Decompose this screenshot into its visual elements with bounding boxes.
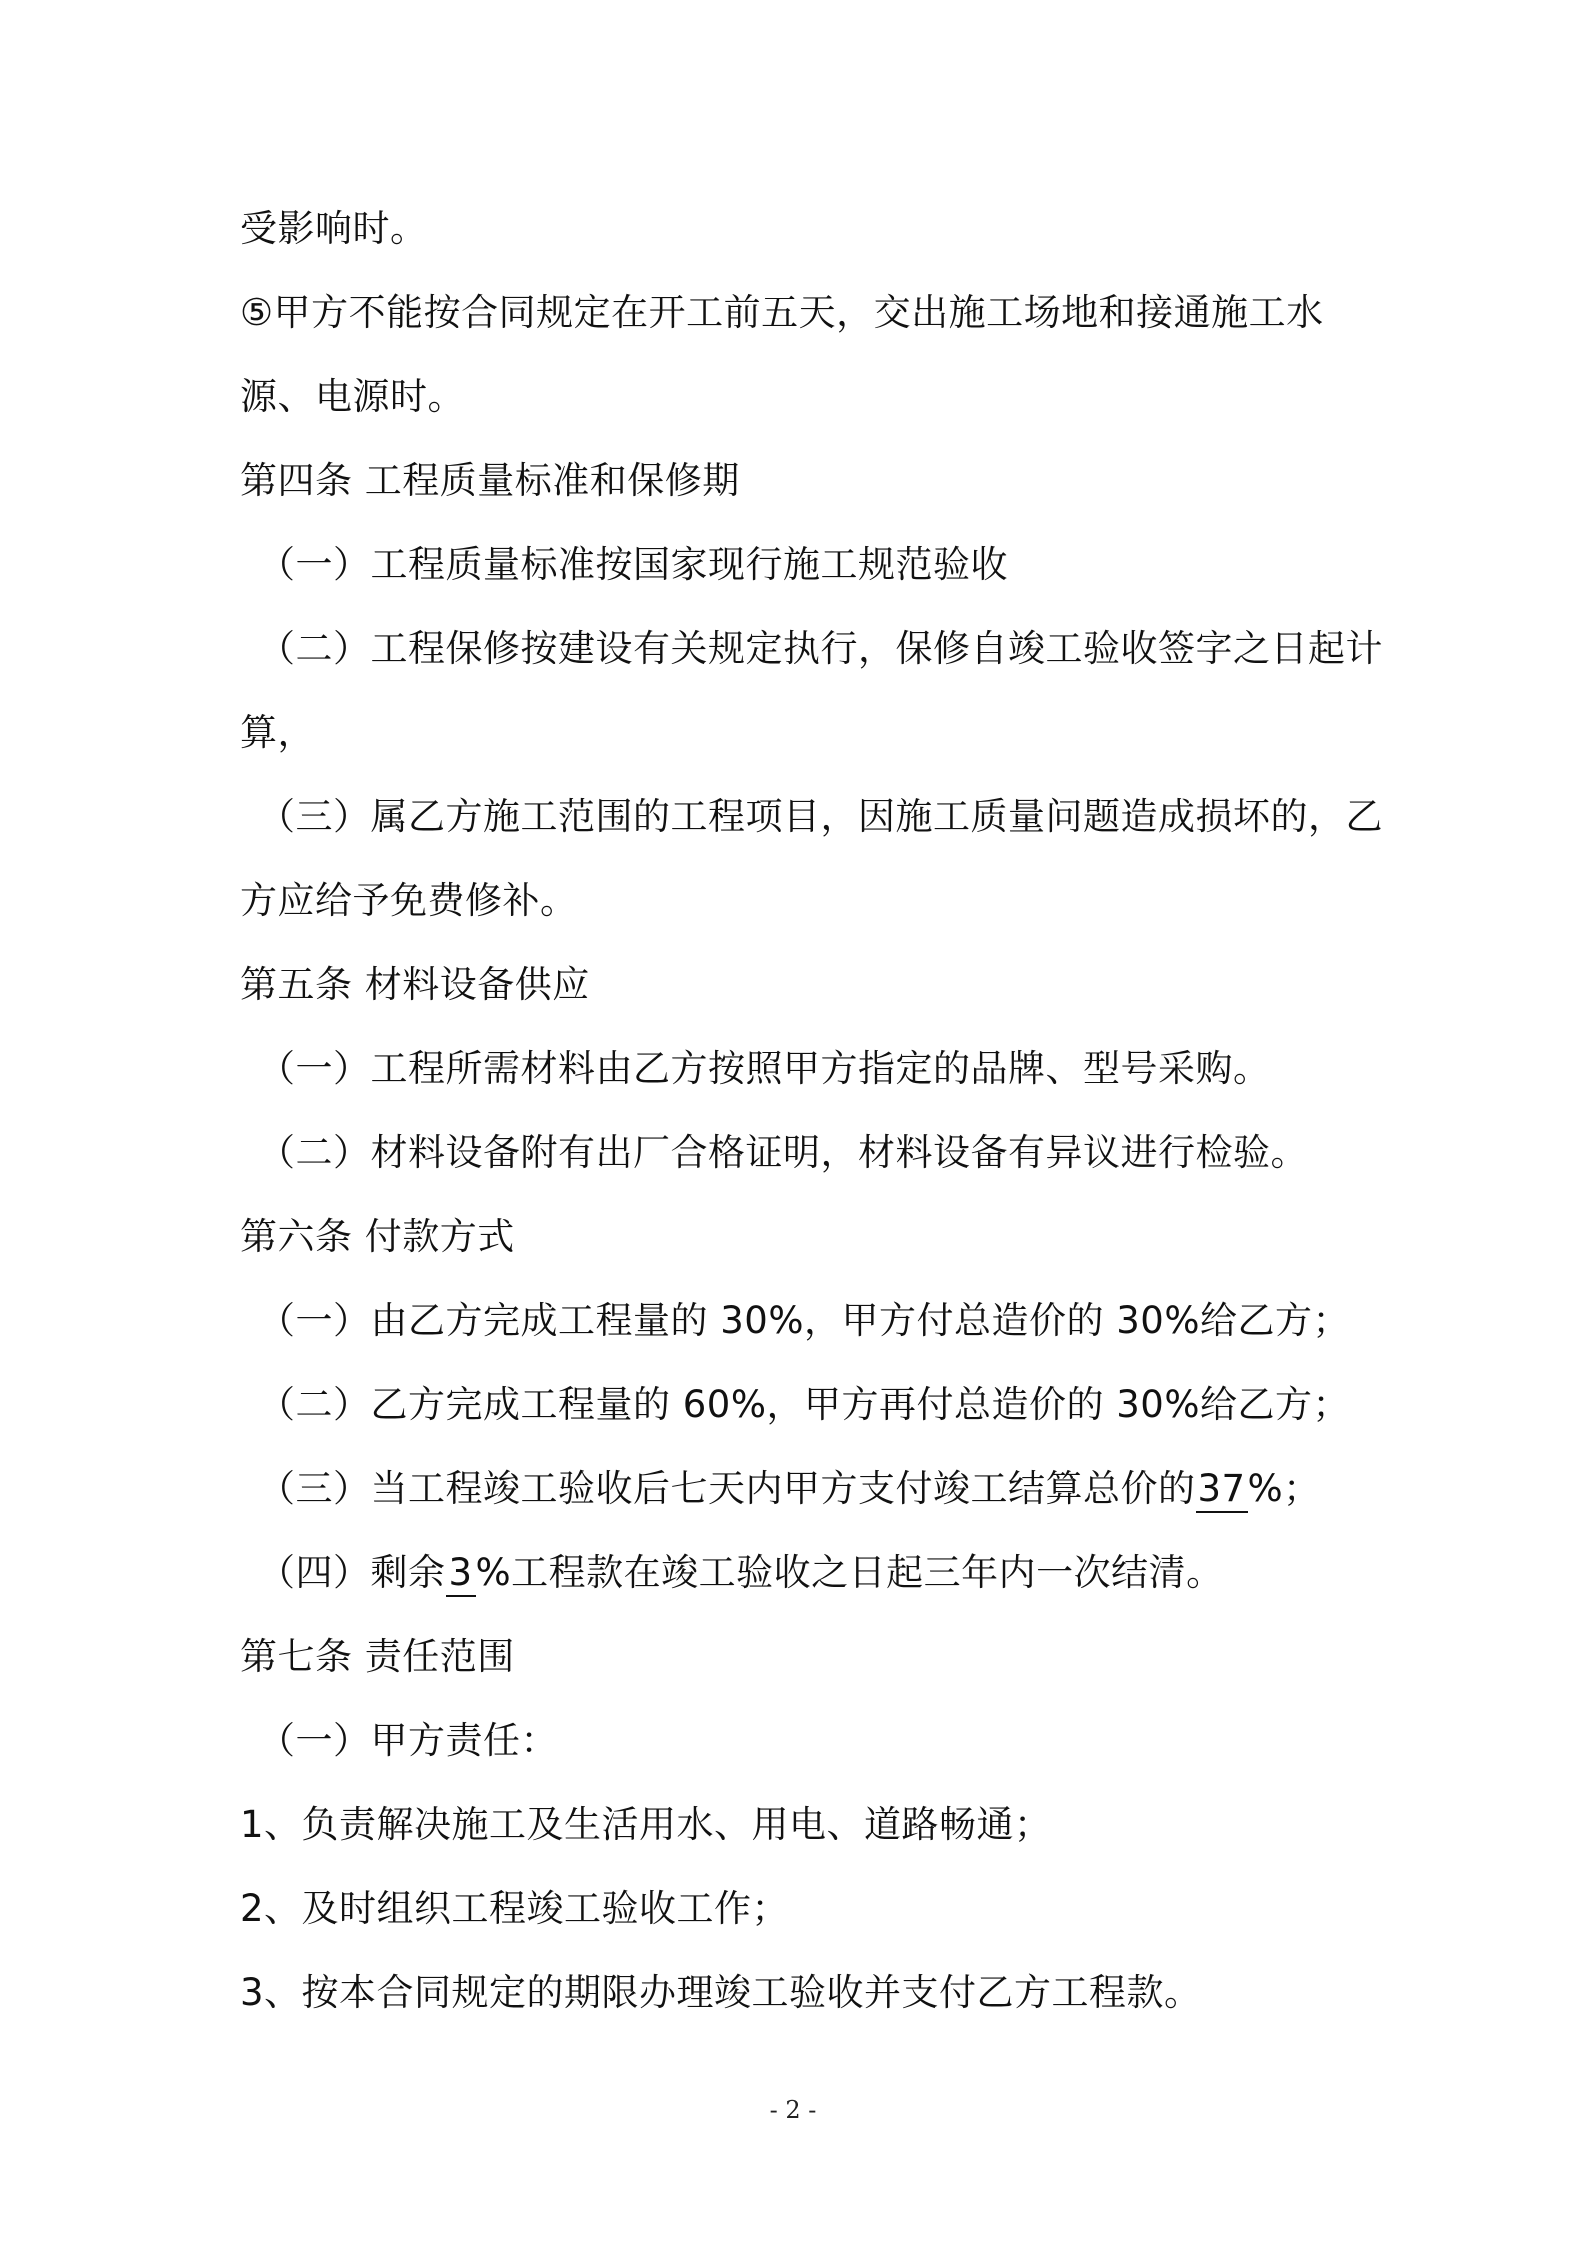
text-line: （一）由乙方完成工程量的 30%，甲方付总造价的 30%给乙方；	[258, 1299, 1350, 1342]
text-line: 受影响时。	[240, 207, 428, 250]
text-line: 算，	[240, 711, 315, 754]
payment-4-suffix: %工程款在竣工验收之日起三年内一次结清。	[475, 1551, 1224, 1594]
payment-3-suffix: %；	[1247, 1467, 1321, 1510]
article-4-heading: 第四条 工程质量标准和保修期	[240, 459, 740, 502]
text-line: 3、按本合同规定的期限办理竣工验收并支付乙方工程款。	[240, 1971, 1202, 2014]
text-line: （二）乙方完成工程量的 60%，甲方再付总造价的 30%给乙方；	[258, 1383, 1350, 1426]
text-line: （一）工程质量标准按国家现行施工规范验收	[258, 543, 1008, 586]
payment-3-text: （三）当工程竣工验收后七天内甲方支付竣工结算总价的	[258, 1467, 1196, 1510]
text-line: （二）工程保修按建设有关规定执行，保修自竣工验收签字之日起计	[258, 627, 1383, 670]
text-line: （一）甲方责任：	[258, 1719, 558, 1762]
text-line: （一）工程所需材料由乙方按照甲方指定的品牌、型号采购。	[258, 1047, 1271, 1090]
payment-4-text: （四）剩余	[258, 1551, 446, 1594]
text-line: （二）材料设备附有出厂合格证明，材料设备有异议进行检验。	[258, 1131, 1308, 1174]
payment-4-percent-field: 3	[446, 1551, 476, 1597]
text-line: 方应给予免费修补。	[240, 879, 578, 922]
text-line: 2、及时组织工程竣工验收工作；	[240, 1887, 790, 1930]
text-line: 1、负责解决施工及生活用水、用电、道路畅通；	[240, 1803, 1052, 1846]
article-7-heading: 第七条 责任范围	[240, 1635, 515, 1678]
payment-line-4	[258, 1548, 1378, 1598]
article-5-heading: 第五条 材料设备供应	[240, 963, 590, 1006]
text-line: 源、电源时。	[240, 375, 465, 418]
text-line: ⑤甲方不能按合同规定在开工前五天，交出施工场地和接通施工水	[240, 291, 1324, 334]
page-number: - 2 -	[769, 2096, 817, 2124]
article-6-heading: 第六条 付款方式	[240, 1215, 515, 1258]
payment-line-3	[258, 1464, 1378, 1514]
payment-3-percent-field: 37	[1196, 1467, 1248, 1513]
text-line: （三）属乙方施工范围的工程项目，因施工质量问题造成损坏的，乙	[258, 795, 1383, 838]
